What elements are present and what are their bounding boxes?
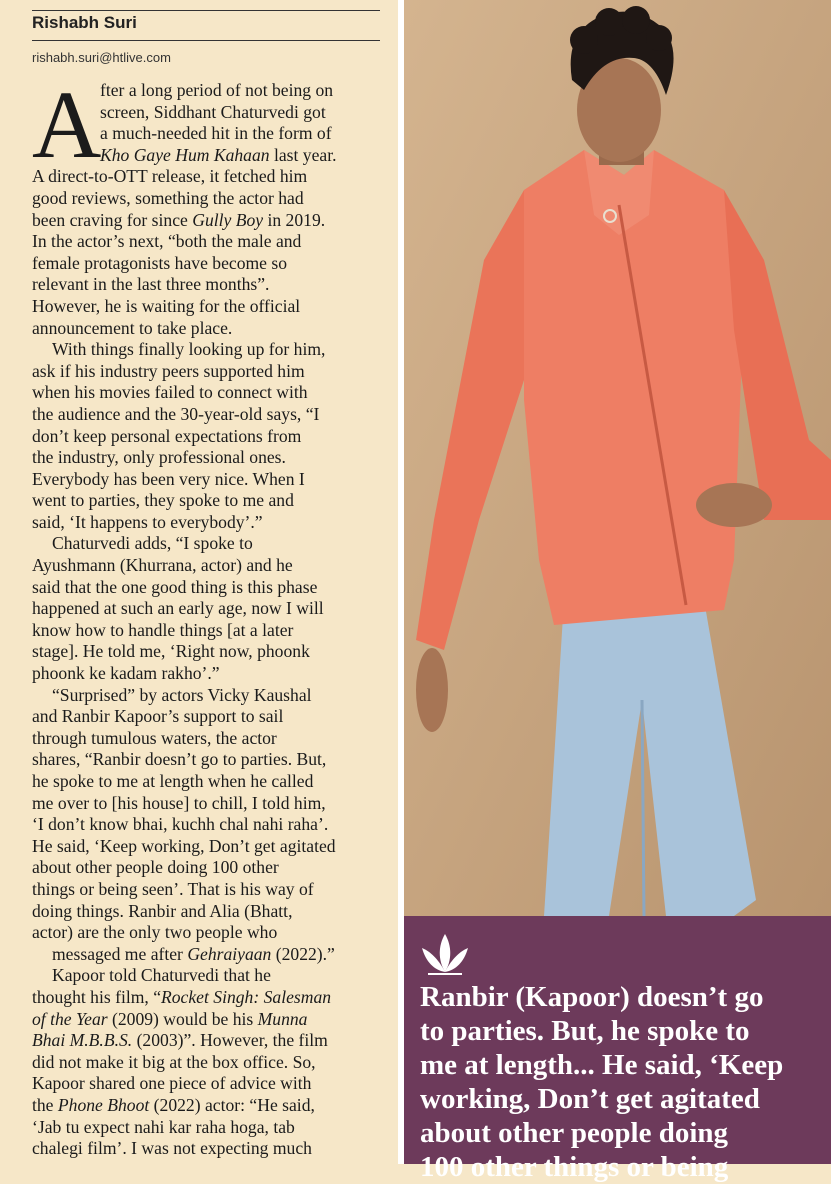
article-line: [32, 382, 380, 404]
article-text: chalegi film’. I was not expecting much: [32, 1138, 312, 1159]
article-text: (2003)”. However, the film: [132, 1030, 328, 1051]
article-line: [32, 598, 380, 620]
article-text: happened at such an early age, now I will: [32, 598, 324, 619]
article-text: (2009) would be his: [107, 1008, 258, 1029]
article-text: went to parties, they spoke to me and: [32, 490, 294, 511]
article-text: stage]. He told me, ‘Right now, phoonk: [32, 641, 310, 662]
article-line: [32, 469, 380, 491]
article-line: [32, 577, 380, 599]
article-line: [32, 620, 380, 642]
article-line: [32, 1052, 380, 1074]
article-line: [32, 685, 380, 707]
article-italic-text: Bhai M.B.B.S.: [32, 1030, 133, 1051]
pull-quote-line: 100 other things or being: [420, 1151, 729, 1183]
article-text: know how to handle things [at a later: [32, 619, 294, 640]
article-text: “Surprised” by actors Vicky Kaushal: [52, 684, 312, 705]
article-text: fter a long period of not being on: [100, 80, 334, 100]
article-line: [32, 771, 380, 793]
article-line: [32, 490, 380, 512]
article-line: [32, 426, 380, 448]
article-line: [32, 318, 380, 340]
pull-quote-box: [404, 916, 831, 1183]
article-text: doing things. Ranbir and Alia (Bhatt,: [32, 900, 293, 921]
article-text: Chaturvedi adds, “I spoke to: [52, 533, 253, 554]
article-line: [32, 1009, 380, 1031]
article-italic-text: Gehraiyaan: [187, 943, 272, 964]
article-text: (2022).”: [271, 943, 335, 964]
article-line: [32, 641, 380, 663]
article-column: [0, 0, 398, 1164]
article-text: With things finally looking up for him,: [52, 339, 326, 360]
article-italic-text: of the Year: [32, 1008, 108, 1029]
pull-quote-line: me at length... He said, ‘Keep: [420, 1049, 784, 1081]
article-line: [32, 404, 380, 426]
article-text: screen, Siddhant Chaturvedi got: [100, 101, 326, 122]
article-line: [32, 361, 380, 383]
article-italic-text: Kho Gaye Hum Kahaan: [100, 144, 270, 165]
article-line: [32, 793, 380, 815]
article-italic-text: Rocket Singh: Salesman: [161, 986, 332, 1007]
article-line: [32, 274, 380, 296]
article-text: Kapoor shared one piece of advice with: [32, 1073, 312, 1094]
article-text: been craving for since: [32, 209, 193, 230]
article-text: (2022) actor: “He said,: [149, 1094, 315, 1115]
article-line: [32, 922, 380, 944]
article-text: the audience and the 30-year-old says, “I: [32, 403, 320, 424]
article-line: [32, 663, 380, 685]
article-line: [32, 1117, 380, 1139]
article-text: He said, ‘Keep working, Don’t get agitated: [32, 835, 336, 856]
article-text: said, ‘It happens to everybody’.”: [32, 511, 263, 532]
article-text: ask if his industry peers supported him: [32, 360, 305, 381]
lotus-icon: [420, 932, 470, 976]
article-line: [32, 1138, 380, 1160]
drop-cap: A: [32, 71, 102, 178]
article-line: [32, 1073, 380, 1095]
article-text: announcement to take place.: [32, 317, 233, 338]
actor-photo-illustration: [404, 0, 831, 916]
article-text: thought his film, “: [32, 986, 162, 1007]
article-line: [32, 512, 380, 534]
article-line: [32, 728, 380, 750]
article-line: [32, 339, 380, 361]
article-text: good reviews, something the actor had: [32, 187, 304, 208]
article-body: [32, 71, 380, 1160]
actor-photo: [404, 0, 831, 916]
article-line: [32, 706, 380, 728]
article-text: did not make it big at the box office. So,: [32, 1051, 316, 1072]
article-line: [32, 749, 380, 771]
article-text: don’t keep personal expectations from: [32, 425, 302, 446]
article-line: [32, 965, 380, 987]
article-text: ‘I don’t know bhai, kuchh chal nahi raha’.: [32, 814, 329, 835]
left-hand: [416, 648, 448, 732]
article-text: he spoke to me at length when he called: [32, 771, 314, 791]
article-text: things or being seen’. That is his way of: [32, 878, 314, 899]
author-email[interactable]: rishabh.suri@htlive.com: [32, 50, 171, 65]
byline-rule: [32, 40, 380, 41]
article-text: through tumulous waters, the actor: [32, 727, 277, 748]
article-text: me over to [his house] to chill, I told him,: [32, 792, 326, 813]
author-name: Rishabh Suri: [32, 13, 137, 32]
article-text: and Ranbir Kapoor’s support to sail: [32, 706, 284, 727]
article-line: [32, 253, 380, 275]
pull-quote-line: Ranbir (Kapoor) doesn’t go: [420, 981, 764, 1013]
article-text: In the actor’s next, “both the male and: [32, 231, 302, 252]
article-line: [32, 879, 380, 901]
article-text: the: [32, 1094, 58, 1115]
pull-quote-text: [420, 980, 825, 1184]
article-text: messaged me after: [52, 943, 188, 964]
pull-quote-line: to parties. But, he spoke to: [420, 1015, 750, 1047]
article-text: phoonk ke kadam rakho’.”: [32, 663, 220, 684]
article-line: [32, 231, 380, 253]
article-text: actor) are the only two people who: [32, 922, 278, 943]
article-text: A direct-to-OTT release, it fetched him: [32, 166, 308, 187]
article-text: ‘Jab tu expect nahi kar raha hoga, tab: [32, 1116, 295, 1137]
pull-quote-line: working, Don’t get agitated: [420, 1083, 760, 1115]
article-line: [32, 1030, 380, 1052]
article-text: However, he is waiting for the official: [32, 295, 301, 316]
article-text: said that the one good thing is this phase: [32, 576, 318, 597]
article-text: last year.: [269, 144, 337, 165]
top-rule: [32, 10, 380, 11]
article-line: [32, 296, 380, 318]
article-italic-text: Gully Boy: [192, 209, 264, 230]
article-line: [32, 1095, 380, 1117]
article-text: Ayushmann (Khurrana, actor) and he: [32, 555, 293, 576]
article-italic-text: Phone Bhoot: [57, 1094, 150, 1115]
article-text: shares, “Ranbir doesn’t go to parties. But,: [32, 749, 327, 770]
article-line: [32, 210, 380, 232]
article-text: Kapoor told Chaturvedi that he: [52, 965, 271, 986]
article-text: Everybody has been very nice. When I: [32, 468, 305, 489]
article-text: about other people doing 100 other: [32, 857, 279, 878]
article-text: female protagonists have become so: [32, 252, 288, 273]
article-line: [32, 857, 380, 879]
article-line: [32, 944, 380, 966]
article-text: when his movies failed to connect with: [32, 382, 308, 403]
article-text: in 2019.: [263, 209, 326, 230]
article-text: the industry, only professional ones.: [32, 447, 286, 468]
article-line: [32, 987, 380, 1009]
article-line: [32, 555, 380, 577]
article-line: [32, 533, 380, 555]
article-line: [32, 447, 380, 469]
article-text: a much-needed hit in the form of: [100, 123, 332, 144]
article-italic-text: Munna: [257, 1008, 308, 1029]
pull-quote-line: about other people doing: [420, 1117, 729, 1149]
article-line: [32, 814, 380, 836]
article-line: [32, 836, 380, 858]
article-line: [32, 188, 380, 210]
article-text: relevant in the last three months”.: [32, 274, 270, 295]
article-line: [32, 901, 380, 923]
right-hand: [696, 483, 772, 527]
